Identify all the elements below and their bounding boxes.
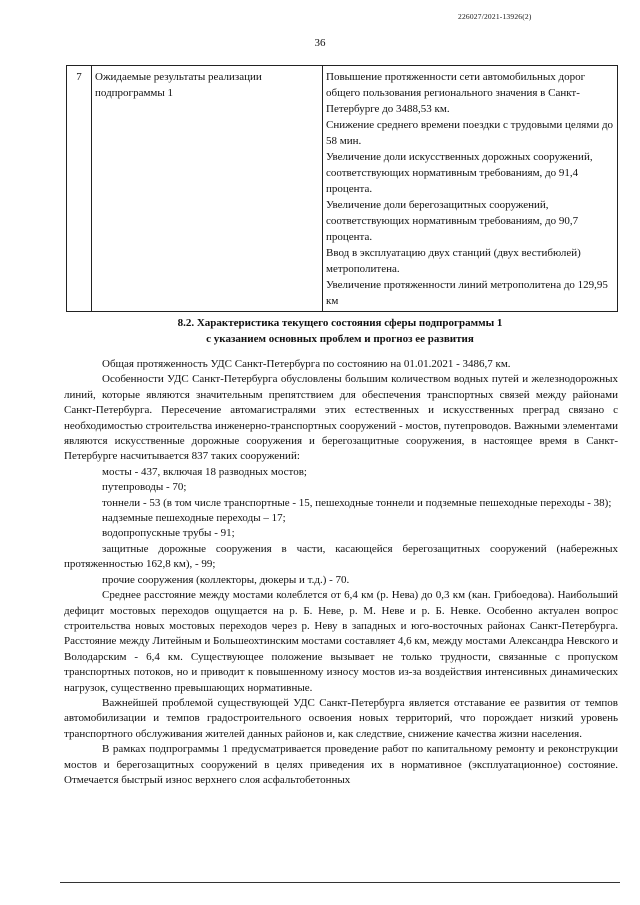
page-number: 36 (314, 37, 326, 49)
section-heading (100, 315, 580, 347)
document-number: 226027/2021-13926(2) (458, 12, 532, 21)
paragraph: В рамках подпрограммы 1 предусматривается проведение работ по капитальному ремонту и реконструкции мостов и берегозащитных сооружений в целях приведения их в нормативное (эксплуатационное) состояние. Отмечается быстрый износ верхнего слоя асфальтобетонных (64, 743, 618, 786)
list-item: водопропускные трубы - 91; (102, 527, 235, 540)
row-number-cell: 7 (67, 66, 92, 312)
goal-item: Увеличение доли искусственных дорожных сооружений, соответствующих нормативным требованиям, до 91,4 процента. (326, 151, 593, 195)
paragraph: Среднее расстояние между мостами колеблется от 6,4 км (р. Нева) до 0,3 км (кан. Грибоедова). Наибольший дефицит мостовых переходов ощущается на р. Б. Неве, р. М. Неве и р. Б. Невке. Особенно актуален вопрос строительства новых мостовых переходов через р. Неву в западных и юго-восточных районах Санкт-Петербурга. Расстояние между Литейным и Большеохтинским мостами составляет 4,6 км, между мостами Александра Невского и Володарским - 6,4 км. Существующее положение вызывает не только трудности, связанные с пропуском транспортных потоков, но и приводит к повышенному износу мостов из-за воздействия интенсивных динамических нагрузок, существенно превышающих нормативные. (64, 589, 618, 694)
section-heading-line1: 8.2. Характеристика текущего состояния сферы подпрограммы 1 (177, 317, 503, 329)
goal-item: Ввод в эксплуатацию двух станций (двух вестибюлей) метрополитена. (326, 247, 581, 275)
goal-item: Увеличение протяженности линий метрополитена до 129,95 км (326, 279, 608, 307)
body-text (64, 357, 618, 788)
list-item: путепроводы - 70; (102, 481, 187, 494)
goal-item: Повышение протяженности сети автомобильных дорог общего пользования регионального значения в Санкт-Петербурге до 3488,53 км. (326, 71, 586, 115)
footer-divider (60, 882, 620, 883)
list-item: надземные пешеходные переходы – 17; (102, 512, 286, 525)
row-label-cell: Ожидаемые результаты реализации подпрограммы 1 (92, 66, 323, 312)
paragraph: Важнейшей проблемой существующей УДС Санкт-Петербурга является отставание ее развития от темпов автомобилизации и темпов градостроительного освоения новых территорий, что порождает низкий уровень транспортного обслуживания жителей данных районов и, как следствие, снижение качества жизни населения. (64, 696, 618, 740)
goal-item: Увеличение доли берегозащитных сооружений, соответствующих нормативным требованиям, до 90,7 процента. (326, 199, 579, 243)
list-item: прочие сооружения (коллекторы, дюкеры и т.д.) - 70. (102, 573, 350, 586)
section-heading-line2: с указанием основных проблем и прогноз ее развития (206, 333, 474, 345)
paragraph: Общая протяженность УДС Санкт-Петербурга по состоянию на 01.01.2021 - 3486,7 км. (102, 358, 511, 370)
goal-item: Снижение среднего времени поездки с трудовыми целями до 58 мин. (326, 119, 614, 147)
list-item: защитные дорожные сооружения в части, касающейся берегозащитных сооружений (набережных протяженностью 162,8 км), - 99; (64, 542, 618, 571)
expected-results-cell (323, 66, 618, 312)
paragraph: Особенности УДС Санкт-Петербурга обусловлены большим количеством водных путей и железнодорожных линий, которые являются значительным препятствием для обеспечения транспортных связей между районами Санкт-Петербурга. Пересечение автомагистралями этих естественных и искусственных преград связано с необходимостью строительства инженерно-транспортных сооружений - мостов, путепроводов. Важными элементами являются искусственные дорожные сооружения и берегозащитные сооружения, в настоящее время в Санкт-Петербурге насчитывается 837 таких сооружений: (64, 373, 618, 463)
list-item: мосты - 437, включая 18 разводных мостов; (102, 465, 307, 478)
list-item: тоннели - 53 (в том числе транспортные - 15, пешеходные тоннели и подземные пешеходные переходы - 38); (102, 496, 612, 509)
results-table (66, 65, 618, 312)
table-row (67, 66, 618, 312)
